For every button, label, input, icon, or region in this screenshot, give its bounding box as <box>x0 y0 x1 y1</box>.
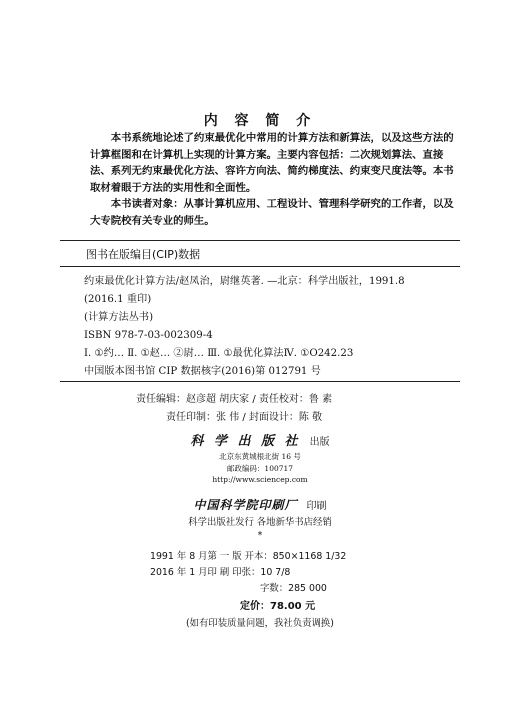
cip-line-3: (计算方法丛书) <box>84 312 154 323</box>
printer-line <box>0 494 520 513</box>
price-label: 定价： <box>240 601 270 612</box>
cip-line-1: 约束最优化计算方法/赵凤治，尉继英著. —北京：科学出版社，1991.8 <box>84 276 405 287</box>
cip-isbn: ISBN 978-7-03-002309-4 <box>84 330 213 341</box>
publisher-line <box>0 430 520 449</box>
cip-line-2: (2016.1 重印) <box>84 294 152 305</box>
cip-classification: Ⅰ. ①约… Ⅱ. ①赵… ②尉… Ⅲ. ①最优化算法Ⅳ. ①O242.23 <box>84 348 354 359</box>
quality-note: (如有印装质量问题，我社负责调换) <box>186 618 334 629</box>
word-count: 字数：285 000 <box>260 583 327 594</box>
edition-line: 1991 年 8 月第 一 版 开本：850×1168 1/32 <box>150 551 347 562</box>
staff-divider <box>60 381 460 382</box>
cip-divider <box>60 266 460 267</box>
cip-heading: 图书在版编目(CIP)数据 <box>86 248 201 261</box>
publisher-postcode: 邮政编码：100717 <box>226 464 294 473</box>
summary-body <box>90 130 460 229</box>
publisher-logo: 科 学 出 版 社 <box>190 434 301 449</box>
summary-paragraph-1: 本书系统地论述了约束最优化中常用的计算方法和新算法，以及这些方法的计算框图和在计算机上实现的计算方案。主要内容包括：二次规划算法、直接法、系列无约束最优化方法、容许方向法、简约梯度法、约束变尺度法等。本书取材着眼于方法的实用性和全面性。 <box>90 132 454 194</box>
publisher-website: http://www.sciencep.com <box>212 475 308 484</box>
publisher-suffix: 出版 <box>309 437 330 448</box>
price-value: 78.00 元 <box>270 601 316 612</box>
distribution-line: 科学出版社发行 各地新华书店经销 <box>188 517 332 528</box>
printing-line: 2016 年 1 月印 刷 印张：10 7/8 <box>150 567 291 578</box>
publisher-address: 北京东黄城根北街 16 号 <box>219 452 301 461</box>
cip-number: 中国版本图书馆 CIP 数据核字(2016)第 012791 号 <box>84 366 321 377</box>
staff-editors: 责任编辑：赵彦超 胡庆家 / 责任校对：鲁 素 <box>136 394 333 405</box>
separator-star: * <box>257 530 263 541</box>
staff-print-design: 责任印制：张 伟 / 封面设计：陈 敬 <box>166 412 323 423</box>
summary-title: 内 容 简 介 <box>203 113 317 129</box>
price-line <box>240 597 315 612</box>
printer-suffix: 印刷 <box>306 501 327 512</box>
printer-logo: 中国科学院印刷厂 <box>193 498 298 512</box>
summary-paragraph-2: 本书读者对象：从事计算机应用、工程设计、管理科学研究的工作者，以及大专院校有关专业的师生。 <box>90 198 454 227</box>
top-divider <box>60 240 460 241</box>
